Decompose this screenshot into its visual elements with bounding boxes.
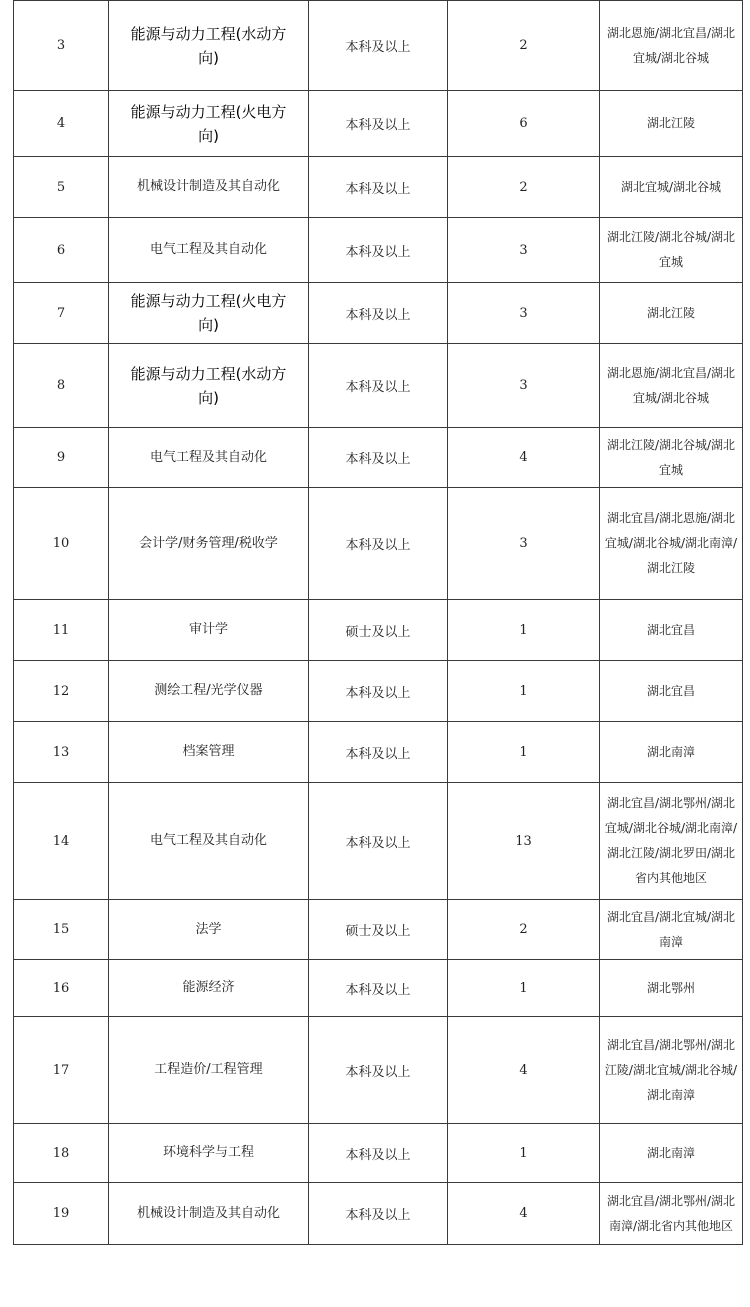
degree-cell: 本科及以上: [309, 283, 448, 344]
location-cell: 湖北南漳: [600, 1124, 743, 1183]
row-number: 12: [14, 661, 109, 722]
table-row: [14, 1124, 743, 1183]
table-row: [14, 218, 743, 283]
count-cell: 4: [448, 428, 600, 488]
degree-cell: 本科及以上: [309, 661, 448, 722]
table-row: [14, 1183, 743, 1245]
location-cell: 湖北宜昌/湖北宜城/湖北南漳: [600, 900, 743, 960]
row-number: 8: [14, 344, 109, 428]
major-cell: 会计学/财务管理/税收学: [109, 488, 309, 600]
row-number: 13: [14, 722, 109, 783]
location-cell: 湖北宜昌/湖北恩施/湖北宜城/湖北谷城/湖北南漳/湖北江陵: [600, 488, 743, 600]
major-cell: 审计学: [109, 600, 309, 661]
degree-cell: 硕士及以上: [309, 900, 448, 960]
row-number: 19: [14, 1183, 109, 1245]
degree-cell: 本科及以上: [309, 1183, 448, 1245]
table-row: [14, 783, 743, 900]
degree-cell: 本科及以上: [309, 960, 448, 1017]
major-cell: 电气工程及其自动化: [109, 218, 309, 283]
table-row: [14, 1, 743, 91]
major-cell: 能源与动力工程(火电方向): [109, 91, 309, 157]
degree-cell: 本科及以上: [309, 783, 448, 900]
row-number: 4: [14, 91, 109, 157]
count-cell: 6: [448, 91, 600, 157]
location-cell: 湖北恩施/湖北宜昌/湖北宜城/湖北谷城: [600, 1, 743, 91]
row-number: 14: [14, 783, 109, 900]
degree-cell: 本科及以上: [309, 1017, 448, 1124]
count-cell: 1: [448, 1124, 600, 1183]
row-number: 7: [14, 283, 109, 344]
major-cell: 档案管理: [109, 722, 309, 783]
major-cell: 能源与动力工程(火电方向): [109, 283, 309, 344]
table-row: [14, 488, 743, 600]
table-row: [14, 900, 743, 960]
count-cell: 2: [448, 157, 600, 218]
row-number: 5: [14, 157, 109, 218]
degree-cell: 本科及以上: [309, 218, 448, 283]
recruitment-table: [13, 0, 743, 1245]
location-cell: 湖北江陵/湖北谷城/湖北宜城: [600, 428, 743, 488]
degree-cell: 本科及以上: [309, 157, 448, 218]
row-number: 6: [14, 218, 109, 283]
location-cell: 湖北江陵: [600, 91, 743, 157]
count-cell: 1: [448, 722, 600, 783]
location-cell: 湖北南漳: [600, 722, 743, 783]
major-cell: 法学: [109, 900, 309, 960]
location-cell: 湖北江陵: [600, 283, 743, 344]
count-cell: 3: [448, 283, 600, 344]
location-cell: 湖北宜昌/湖北鄂州/湖北江陵/湖北宜城/湖北谷城/湖北南漳: [600, 1017, 743, 1124]
table-row: [14, 960, 743, 1017]
location-cell: 湖北宜昌/湖北鄂州/湖北南漳/湖北省内其他地区: [600, 1183, 743, 1245]
degree-cell: 本科及以上: [309, 344, 448, 428]
row-number: 18: [14, 1124, 109, 1183]
location-cell: 湖北宜昌: [600, 661, 743, 722]
count-cell: 2: [448, 1, 600, 91]
row-number: 17: [14, 1017, 109, 1124]
row-number: 10: [14, 488, 109, 600]
major-cell: 电气工程及其自动化: [109, 428, 309, 488]
row-number: 11: [14, 600, 109, 661]
location-cell: 湖北宜城/湖北谷城: [600, 157, 743, 218]
count-cell: 3: [448, 218, 600, 283]
major-cell: 电气工程及其自动化: [109, 783, 309, 900]
major-cell: 机械设计制造及其自动化: [109, 1183, 309, 1245]
table-row: [14, 91, 743, 157]
table-row: [14, 428, 743, 488]
count-cell: 1: [448, 600, 600, 661]
count-cell: 4: [448, 1183, 600, 1245]
count-cell: 3: [448, 488, 600, 600]
location-cell: 湖北宜昌/湖北鄂州/湖北宜城/湖北谷城/湖北南漳/湖北江陵/湖北罗田/湖北省内其他地区: [600, 783, 743, 900]
major-cell: 能源与动力工程(水动方向): [109, 1, 309, 91]
count-cell: 13: [448, 783, 600, 900]
location-cell: 湖北鄂州: [600, 960, 743, 1017]
major-cell: 机械设计制造及其自动化: [109, 157, 309, 218]
major-cell: 测绘工程/光学仪器: [109, 661, 309, 722]
location-cell: 湖北宜昌: [600, 600, 743, 661]
degree-cell: 本科及以上: [309, 91, 448, 157]
table-row: [14, 661, 743, 722]
table-row: [14, 283, 743, 344]
degree-cell: 硕士及以上: [309, 600, 448, 661]
location-cell: 湖北江陵/湖北谷城/湖北宜城: [600, 218, 743, 283]
count-cell: 2: [448, 900, 600, 960]
row-number: 15: [14, 900, 109, 960]
major-cell: 工程造价/工程管理: [109, 1017, 309, 1124]
count-cell: 1: [448, 661, 600, 722]
major-cell: 能源与动力工程(水动方向): [109, 344, 309, 428]
degree-cell: 本科及以上: [309, 488, 448, 600]
major-cell: 能源经济: [109, 960, 309, 1017]
degree-cell: 本科及以上: [309, 1124, 448, 1183]
table-row: [14, 1017, 743, 1124]
count-cell: 3: [448, 344, 600, 428]
major-cell: 环境科学与工程: [109, 1124, 309, 1183]
table-row: [14, 344, 743, 428]
degree-cell: 本科及以上: [309, 1, 448, 91]
row-number: 9: [14, 428, 109, 488]
table-body: [14, 1, 743, 1245]
table-row: [14, 157, 743, 218]
count-cell: 4: [448, 1017, 600, 1124]
degree-cell: 本科及以上: [309, 722, 448, 783]
row-number: 16: [14, 960, 109, 1017]
location-cell: 湖北恩施/湖北宜昌/湖北宜城/湖北谷城: [600, 344, 743, 428]
count-cell: 1: [448, 960, 600, 1017]
row-number: 3: [14, 1, 109, 91]
table-row: [14, 722, 743, 783]
table-row: [14, 600, 743, 661]
degree-cell: 本科及以上: [309, 428, 448, 488]
